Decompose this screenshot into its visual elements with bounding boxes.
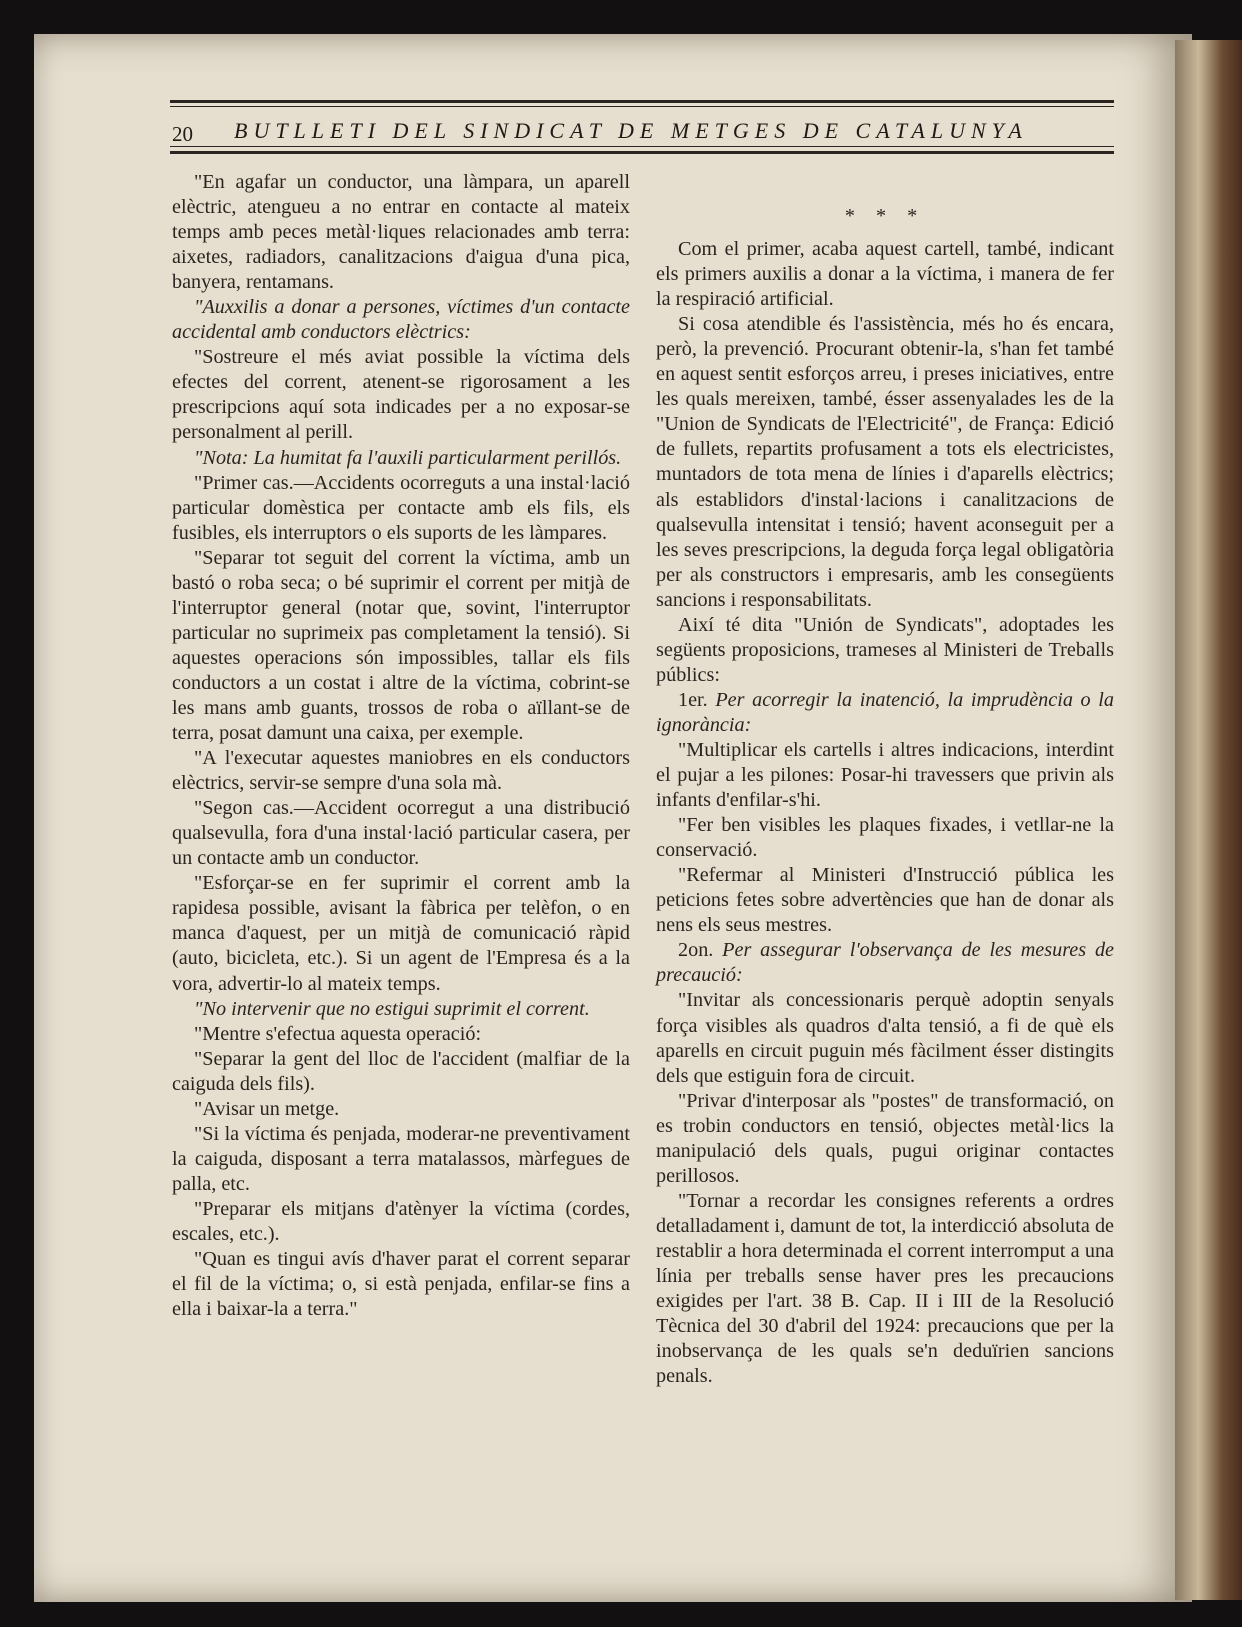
paragraph: "No intervenir que no estigui suprimit el corrent.: [194, 997, 590, 1020]
section-separator: * * *: [844, 205, 926, 227]
paragraph: "Privar d'interposar als "postes" de transformació, on es trobin conductors en tensió, objectes metàl·lics la manipulació dels quals, pugui originar contactes perillosos.: [656, 1089, 1114, 1187]
header-rule-top: [170, 100, 1114, 103]
paragraph: "Si la víctima és penjada, moderar-ne preventivament la caiguda, disposant a terra matalassos, màrfegues de palla, etc.: [172, 1122, 630, 1195]
header-rule-bottom: [170, 151, 1114, 154]
paragraph: Com el primer, acaba aquest cartell, també, indicant els primers auxilis a donar a la víctima, i manera de fer la respiració artificial.: [656, 238, 1114, 311]
paragraph: "Fer ben visibles les plaques fixades, i vetllar-ne la conservació.: [656, 814, 1114, 862]
paragraph: "En agafar un conductor, una làmpara, un aparell elèctric, atengueu a no entrar en contacte al mateix temps amb peces metàl·liques relacionades amb terra: aixetes, radiadors, canalitzacions d'aigua d'una pica, banyera, rentamans.: [172, 171, 630, 294]
header-rule-bottom-thin: [170, 146, 1114, 147]
paragraph: "Separar la gent del lloc de l'accident (malfiar de la caiguda dels fils).: [172, 1047, 630, 1095]
numbered-lead: 2on.: [678, 939, 723, 962]
paragraph: "Segon cas.—Accident ocorregut a una distribució qualsevulla, fora d'una instal·lació particular casera, per un contacte amb un conductor.: [172, 797, 630, 870]
paragraph: [656, 688, 1114, 738]
paragraph: "Primer cas.—Accidents ocorreguts a una instal·lació particular domèstica per contacte amb els fils, els fusibles, els interruptors o els suports de les làmpares.: [172, 471, 630, 544]
paragraph: [656, 938, 1114, 988]
header-rule-top-thin: [170, 106, 1114, 107]
paragraph: "Nota: La humitat fa l'auxili particularment perillós.: [194, 446, 622, 469]
paragraph: "Auxxilis a donar a persones, víctimes d'un contacte accidental amb conductors elèctrics:: [172, 296, 630, 344]
paragraph: "Tornar a recordar les consignes referents a ordres detalladament i, damunt de tot, la interdicció absoluta de restablir a hora determinada el corrent interromput a una línia per treballs sense haver pres les precaucions exigides per l'art. 38 B. Cap. II i III de la Resolució Tècnica del 30 d'abril del 1924: precaucions que per la inobservança de les quals se'n deduïrien sancions penals.: [656, 1189, 1114, 1388]
right-column: [656, 170, 1114, 1389]
paragraph: "Esforçar-se en fer suprimir el corrent amb la rapidesa possible, avisant la fàbrica per telèfon, o en manca d'aquest, per un mitjà de comunicació ràpid (auto, bicicleta, etc.). Si un agent de l'Empresa és a la vora, advertir-lo al mateix temps.: [172, 872, 630, 995]
paragraph: "Multiplicar els cartells i altres indicacions, interdint el pujar a les pilones: Posar-hi travessers que privin als infants d'enfilar-s'hi.: [656, 738, 1114, 812]
paragraph: "Invitar als concessionaris perquè adoptin senyals força visibles als quadros d'alta tensió, a fi de què els aparells en circuit puguin més fàcilment ésser distingits dels que estiguin fora de circuit.: [656, 989, 1114, 1087]
paragraph: "Preparar els mitjans d'atènyer la víctima (cordes, escales, etc.).: [172, 1197, 630, 1245]
paragraph-text: Per assegurar l'observança de les mesures de precaució:: [656, 939, 1115, 987]
paragraph: "A l'executar aquestes maniobres en els conductors elèctrics, servir-se sempre d'una sola mà.: [172, 747, 630, 795]
numbered-lead: 1er.: [678, 688, 716, 711]
page-edge: [1175, 40, 1242, 1600]
paragraph: "Sostreure el més aviat possible la víctima dels efectes del corrent, atenent-se rigorosament a les prescripcions aquí sota indicades per a no exposar-se personalment al perill.: [172, 346, 630, 444]
paragraph: "Mentre s'efectua aquesta operació:: [194, 1022, 482, 1045]
page-number: 20: [172, 122, 193, 146]
running-head: BUTLLETI DEL SINDICAT DE METGES DE CATALUNYA: [234, 118, 1028, 143]
paragraph: "Separar tot seguit del corrent la víctima, amb un bastó o roba seca; o bé suprimir el corrent per mitjà de l'interruptor general (notar que, sovint, l'interruptor particular no suprimeix pas completament la tensió). Si aquestes operacions són impossibles, tallar els fils conductors a un costat i altre de la víctima, cobrint-se les mans amb guants, trossos de roba o aïllant-se de terra, posat damunt una caixa, per exemple.: [172, 546, 630, 745]
paragraph: Si cosa atendible és l'assistència, més ho és encara, però, la prevenció. Procurant obtenir-la, s'han fet també en aquest sentit esforços arreu, i preses iniciatives, entre les quals mereixen, també, ésser assenyalades les de la "Union de Syndicats de l'Electricité", de França: Edició de fullets, repartits profusament a tots els electricistes, muntadors de tota mena de línies i d'aparells elèctrics; als establidors d'instal·lacions i canalitzacions de qualsevulla intensitat i tensió; havent aconseguit per a les seves prescripcions, la deguda força legal obligatòria per als constructors i empresaris, amb les consegüents sancions i responsabilitats.: [656, 313, 1114, 611]
paragraph: "Quan es tingui avís d'haver parat el corrent separar el fil de la víctima; o, si està penjada, enfilar-se fins a ella i baixar-la a terra.": [172, 1248, 630, 1321]
left-column: [172, 170, 630, 1322]
paragraph: Així té dita "Unión de Syndicats", adoptades les següents proposicions, trameses al Ministeri de Treballs públics:: [656, 613, 1114, 686]
paragraph: "Refermar al Ministeri d'Instrucció pública les peticions fetes sobre advertències que han de donar als nens els seus mestres.: [656, 864, 1114, 937]
page-header: [170, 100, 1114, 160]
paragraph-text: Per acorregir la inatenció, la imprudència o la ignorància:: [656, 688, 1114, 736]
paragraph: "Avisar un metge.: [194, 1097, 340, 1120]
